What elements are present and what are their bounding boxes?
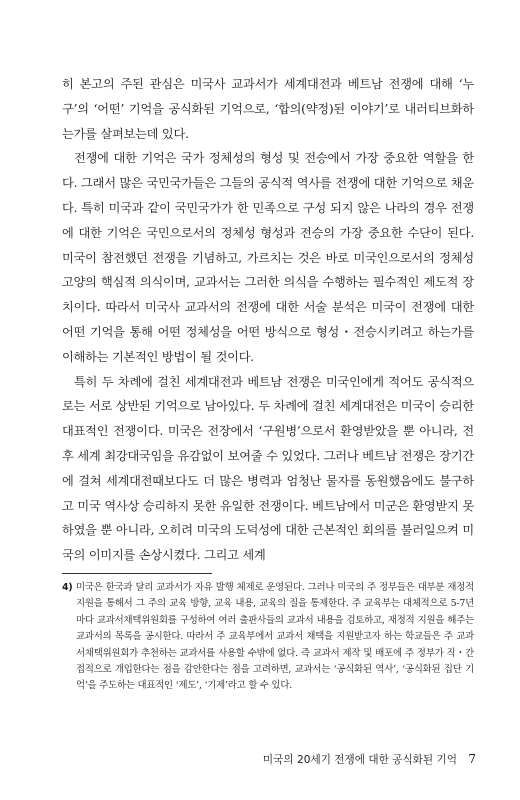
page-number: 7 xyxy=(468,752,476,766)
footnote-item xyxy=(62,580,474,695)
paragraph-continuation: 히 본고의 주된 관심은 미국사 교과서가 세계대전과 베트남 전쟁에 대해 ‘누구’의 ‘어떤’ 기억을 공식화된 기억으로, ‘합의(약정)된 이야기’로 내러티브화하는가를 살펴보는데 있다. xyxy=(62,77,474,141)
footnotes xyxy=(62,580,474,695)
paragraph-war-memory: 전쟁에 대한 기억은 국가 정체성의 형성 및 전승에서 가장 중요한 역할을 한다. 그래서 많은 국민국가들은 그들의 공식적 역사를 전쟁에 대한 기억으로 채운다. 특히 미국과 같이 국민국가가 한 민족으로 구성 되지 않은 나라의 경우 전쟁에 대한 기억은 국민으로서의 정체성 형성과 전승의 가장 중요한 수단이 된다. 미국이 참전했던 전쟁을 기념하고, 가르치는 것은 바로 미국인으로서의 정체성 고양의 핵심적 의식이며, 교과서는 그러한 의식을 수행하는 필수적인 제도적 장치이다. 따라서 미국사 교과서의 전쟁에 대한 서술 분석은 미국이 전쟁에 대한 어떤 기억을 통해 어떤 정체성을 어떤 방식으로 형성・전승시키려고 하는가를 이해하는 기본적인 방법이 될 것이다. xyxy=(62,151,474,364)
footnote-divider xyxy=(62,573,212,574)
footnote-number: 4) xyxy=(62,582,73,593)
paragraph-world-wars-vietnam: 특히 두 차례에 걸친 세계대전과 베트남 전쟁은 미국인에게 적어도 공식적으로는 서로 상반된 기억으로 남아있다. 두 차례에 걸친 세계대전은 미국이 승리한 대표적인 전쟁이다. 미국은 전장에서 ‘구원병’으로서 환영받았을 뿐 아니라, 전후 세계 최강대국임을 유감없이 보여줄 수 있었다. 그러나 베트남 전쟁은 장기간에 걸쳐 세계대전때보다도 더 많은 병력과 엄청난 물자를 동원했음에도 불구하고 미국 역사상 승리하지 못한 유일한 전쟁이다. 베트남에서 미군은 환영받지 못하였을 뿐 아니라, 오히려 미국의 도덕성에 대한 근본적인 회의를 불러일으켜 미국의 이미지를 손상시켰다. 그리고 세계 xyxy=(62,374,474,563)
footnote-text: 미국은 한국과 달리 교과서가 자유 발행 체제로 운영된다. 그러나 미국의 주 정부들은 대부분 재정적 지원을 통해서 그 주의 교육 방향, 교육 내용, 교육의 질을 통제한다. 주 교육부는 대체적으로 5-7년마다 교과서채택위원회를 구성하여 여러 출판사들의 교과서 내용을 검토하고, 재정적 지원을 해주는 교과서의 목록을 공시한다. 따라서 주 교육부에서 교과서 채택을 지원받고자 하는 학교들은 주 교과서채택위원회가 추천하는 교과서를 사용할 수밖에 없다. 즉 교과서 제작 및 배포에 주 정부가 직・간접적으로 개입한다는 점을 감안한다는 점을 고려하면, 교과서는 ‘공식화된 역사’, ‘공식화된 집단 기억’을 주도하는 대표적인 ‘제도’, ‘기제’라고 할 수 있다. xyxy=(76,582,474,692)
body-text xyxy=(62,72,474,568)
running-footer xyxy=(263,752,476,767)
running-title: 미국의 20세기 전쟁에 대한 공식화된 기억 xyxy=(262,754,457,766)
